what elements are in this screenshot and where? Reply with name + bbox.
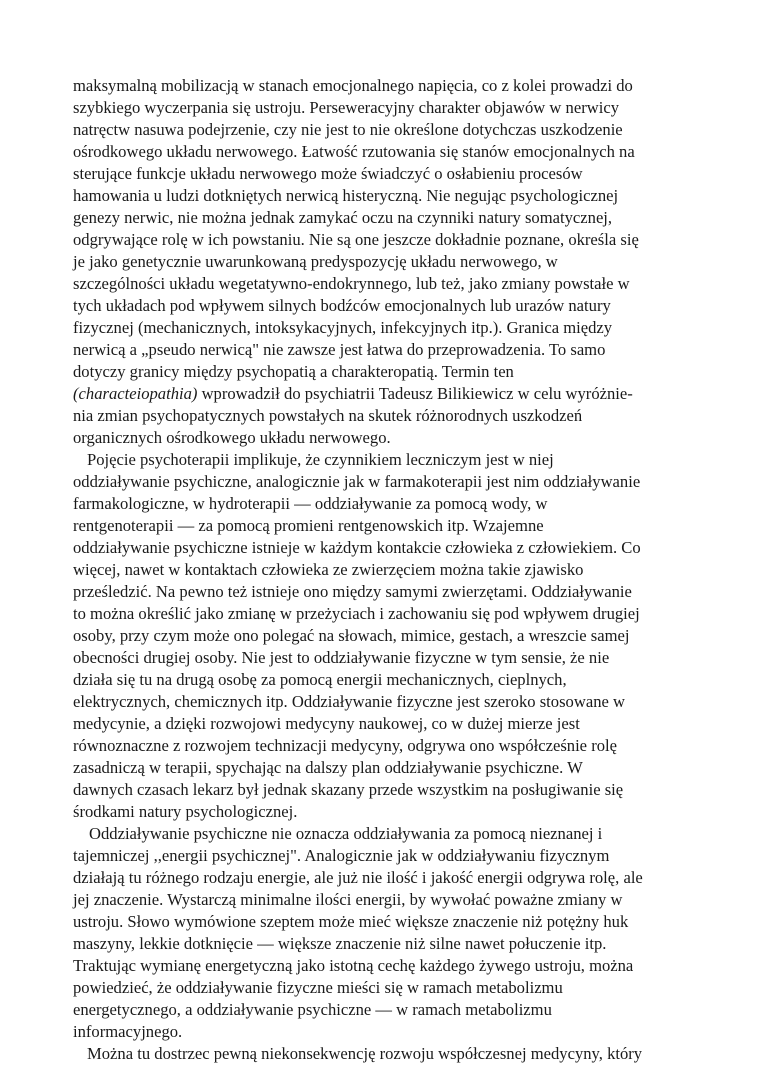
text-line: elektrycznych, chemicznych itp. Oddziaływanie fizyczne jest szeroko stosowane w <box>73 692 625 711</box>
text-line: rentgenoterapii — za pomocą promieni rentgenowskich itp. Wzajemne <box>73 516 544 535</box>
text-line: to można określić jako zmianę w przeżyciach i zachowaniu się pod wpływem drugiej <box>73 604 640 623</box>
text-line: nerwicą a „pseudo nerwicą" nie zawsze jest łatwa do przeprowadzenia. To samo <box>73 340 606 359</box>
text-line: ośrodkowego układu nerwowego. Łatwość rzutowania się stanów emocjonalnych na <box>73 142 635 161</box>
paragraph-3 <box>73 823 691 1043</box>
text-line: organicznych ośrodkowego układu nerwowego. <box>73 428 391 447</box>
text-line: oddziaływanie psychiczne istnieje w każdym kontakcie człowieka z człowiekiem. Co <box>73 538 641 557</box>
text-span: wprowadził do psychiatrii Tadeusz Bilikiewicz w celu wyróżnie- <box>197 384 633 403</box>
text-line: medycynie, a dzięki rozwojowi medycyny naukowej, co w dużej mierze jest <box>73 714 580 733</box>
text-line: Pojęcie psychoterapii implikuje, że czynnikiem leczniczym jest w niej <box>87 450 554 469</box>
paragraph-1 <box>73 75 691 449</box>
text-line: Można tu dostrzec pewną niekonsekwencję rozwoju współczesnej medycyny, który <box>87 1044 643 1063</box>
text-line: tych układach pod wpływem silnych bodźców emocjonalnych lub urazów natury <box>73 296 611 315</box>
text-line: środkami natury psychologicznej. <box>73 802 298 821</box>
text-line: Traktując wymianę energetyczną jako istotną cechę każdego żywego ustroju, można <box>73 956 634 975</box>
text-line: tajemniczej ,,energii psychicznej". Analogicznie jak w oddziaływaniu fizycznym <box>73 846 610 865</box>
text-line: zasadniczą w terapii, spychając na dalszy plan oddziaływanie psychiczne. W <box>73 758 583 777</box>
text-line: odgrywające rolę w ich powstaniu. Nie są one jeszcze dokładnie poznane, określa się <box>73 230 639 249</box>
text-line: szybkiego wyczerpania się ustroju. Perseweracyjny charakter objawów w nerwicy <box>73 98 620 117</box>
text-line: ustroju. Słowo wymówione szeptem może mieć większe znaczenie niż potężny huk <box>73 912 629 931</box>
text-line: działają tu różnego rodzaju energie, ale już nie ilość i jakość energii odgrywa rolę, ale <box>73 868 643 887</box>
text-line: powiedzieć, że oddziaływanie fizyczne mieści się w ramach metabolizmu <box>73 978 563 997</box>
text-line: więcej, nawet w kontaktach człowieka ze zwierzęciem można takie zjawisko <box>73 560 584 579</box>
text-line: je jako genetycznie uwarunkowaną predyspozycję układu nerwowego, w <box>73 252 558 271</box>
text-line: fizycznej (mechanicznych, intoksykacyjnych, infekcyjnych itp.). Granica między <box>73 318 613 337</box>
text-line: prześledzić. Na pewno też istnieje ono między samymi zwierzętami. Oddziaływanie <box>73 582 632 601</box>
text-line: informacyjnego. <box>73 1022 183 1041</box>
text-line: osoby, przy czym może ono polegać na słowach, mimice, gestach, a wreszcie samej <box>73 626 630 645</box>
text-line: nia zmian psychopatycznych powstałych na skutek różnorodnych uszkodzeń <box>73 406 583 425</box>
text-line: genezy nerwic, nie można jednak zamykać oczu na czynniki natury somatycznej, <box>73 208 613 227</box>
text-line: maksymalną mobilizacją w stanach emocjonalnego napięcia, co z kolei prowadzi do <box>73 76 633 95</box>
text-line: energetycznego, a oddziaływanie psychiczne — w ramach metabolizmu <box>73 1000 552 1019</box>
text-line: równoznaczne z rozwojem technizacji medycyny, odgrywa ono współcześnie rolę <box>73 736 617 755</box>
italic-term: (characteiopathia) <box>73 384 198 403</box>
text-line: maszyny, lekkie dotknięcie — większe znaczenie niż silne nawet połuczenie itp. <box>73 934 607 953</box>
text-line: działa się tu na drugą osobę za pomocą energii mechanicznych, cieplnych, <box>73 670 567 689</box>
text-line: dotyczy granicy między psychopatią a charakteropatią. Termin ten <box>73 362 514 381</box>
text-line: oddziaływanie psychiczne, analogicznie jak w farmakoterapii jest nim oddziaływanie <box>73 472 641 491</box>
text-line: hamowania u ludzi dotkniętych nerwicą histeryczną. Nie negując psychologicznej <box>73 186 619 205</box>
text-line: natręctw nasuwa podejrzenie, czy nie jest to nie określone dotychczas uszkodzenie <box>73 120 623 139</box>
text-line: sterujące funkcje układu nerwowego może świadczyć o osłabieniu procesów <box>73 164 583 183</box>
text-line: farmakologiczne, w hydroterapii — oddziaływanie za pomocą wody, w <box>73 494 548 513</box>
text-line: Oddziaływanie psychiczne nie oznacza oddziaływania za pomocą nieznanej i <box>89 824 603 843</box>
text-line: szczególności układu wegetatywno-endokrynnego, lub też, jako zmiany powstałe w <box>73 274 630 293</box>
text-line: obecności drugiej osoby. Nie jest to oddziaływanie fizyczne w tym sensie, że nie <box>73 648 610 667</box>
paragraph-2 <box>73 449 691 823</box>
text-line-italic-term <box>73 383 691 405</box>
document-page <box>73 75 691 1065</box>
paragraph-4 <box>73 1043 691 1065</box>
text-line: jej znaczenie. Wystarczą minimalne ilości energii, by wywołać poważne zmiany w <box>73 890 623 909</box>
text-line: dawnych czasach lekarz był jednak skazany przede wszystkim na posługiwanie się <box>73 780 624 799</box>
